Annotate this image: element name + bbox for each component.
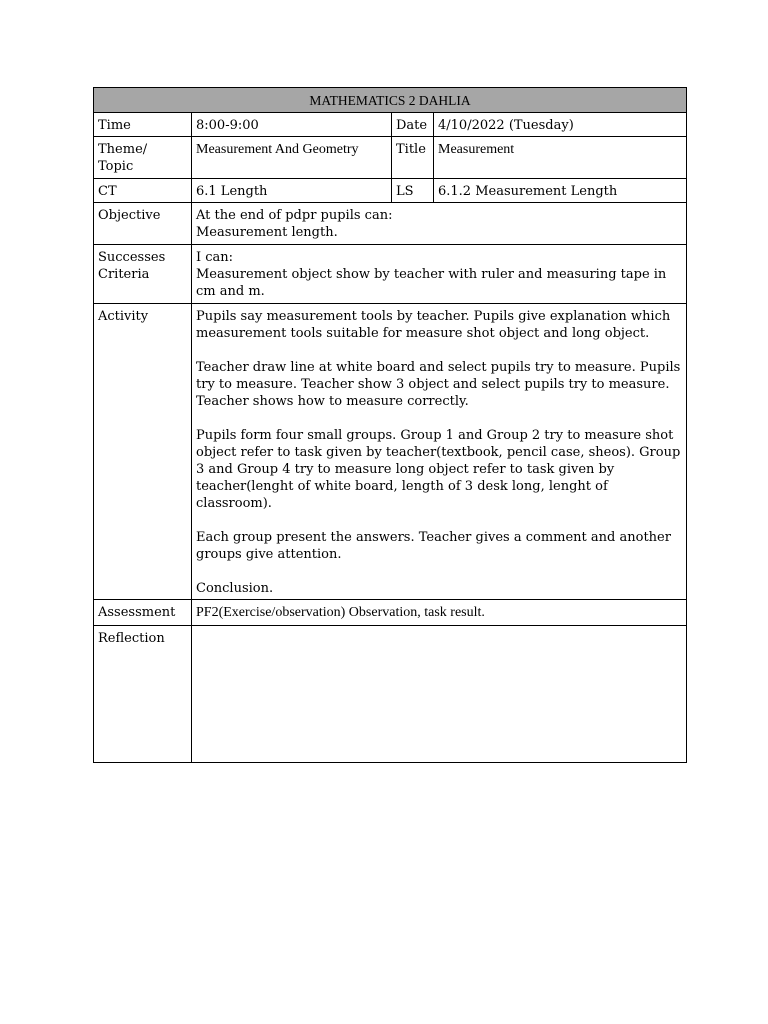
criteria-value bbox=[192, 245, 687, 304]
ls-value: 6.1.2 Measurement Length bbox=[434, 179, 687, 203]
date-label: Date bbox=[392, 113, 434, 137]
lesson-title: MATHEMATICS 2 DAHLIA bbox=[94, 88, 687, 113]
ct-row bbox=[94, 179, 687, 203]
activity-row bbox=[94, 304, 687, 600]
criteria-line1: I can: bbox=[196, 250, 234, 265]
title-row bbox=[94, 88, 687, 113]
ls-label: LS bbox=[392, 179, 434, 203]
objective-value bbox=[192, 203, 687, 245]
assessment-value: PF2(Exercise/observation) Observation, task result. bbox=[192, 600, 687, 626]
activity-label: Activity bbox=[94, 304, 192, 600]
criteria-label-line2: Criteria bbox=[98, 267, 150, 282]
criteria-row bbox=[94, 245, 687, 304]
activity-paragraph: Pupils form four small groups. Group 1 and Group 2 try to measure shot object refer to task given by teacher(textbook, pencil case, sheos). Group 3 and Group 4 try to measure long object refer to task given by teacher(lenght of white board, length of 3 desk long, lenght of classroom). bbox=[196, 428, 681, 511]
time-row bbox=[94, 113, 687, 137]
theme-label-line2: Topic bbox=[98, 159, 134, 174]
activity-value bbox=[192, 304, 687, 600]
reflection-row bbox=[94, 626, 687, 763]
activity-paragraph: Pupils say measurement tools by teacher. Pupils give explanation which measurement tools suitable for measure shot object and long object. bbox=[196, 309, 671, 341]
objective-label: Objective bbox=[94, 203, 192, 245]
time-label: Time bbox=[94, 113, 192, 137]
reflection-label: Reflection bbox=[94, 626, 192, 763]
date-value-day: (Tuesday) bbox=[508, 118, 574, 133]
theme-label bbox=[94, 137, 192, 179]
theme-row bbox=[94, 137, 687, 179]
time-value: 8:00-9:00 bbox=[192, 113, 392, 137]
ct-value: 6.1 Length bbox=[192, 179, 392, 203]
activity-paragraph: Conclusion. bbox=[196, 581, 274, 596]
objective-line1: At the end of pdpr pupils can: bbox=[196, 208, 393, 223]
objective-row bbox=[94, 203, 687, 245]
reflection-value bbox=[192, 626, 687, 763]
theme-value: Measurement And Geometry bbox=[192, 137, 392, 179]
title-field-label: Title bbox=[392, 137, 434, 179]
theme-label-line1: Theme/ bbox=[98, 142, 148, 157]
lesson-plan-table bbox=[93, 87, 687, 763]
date-value-date: 4/10/2022 bbox=[438, 118, 505, 133]
ct-label: CT bbox=[94, 179, 192, 203]
criteria-line2: Measurement object show by teacher with ruler and measuring tape in cm and m. bbox=[196, 267, 667, 299]
assessment-row bbox=[94, 600, 687, 626]
title-field-value: Measurement bbox=[434, 137, 687, 179]
criteria-label-line1: Successes bbox=[98, 250, 166, 265]
assessment-label: Assessment bbox=[94, 600, 192, 626]
activity-paragraph: Each group present the answers. Teacher gives a comment and another groups give attention. bbox=[196, 530, 671, 562]
objective-line2: Measurement length. bbox=[196, 225, 338, 240]
activity-paragraph: Teacher draw line at white board and select pupils try to measure. Pupils try to measure. Teacher show 3 object and select pupils try to measure. Teacher shows how to measure correctly. bbox=[196, 360, 681, 409]
criteria-label bbox=[94, 245, 192, 304]
date-value bbox=[434, 113, 687, 137]
